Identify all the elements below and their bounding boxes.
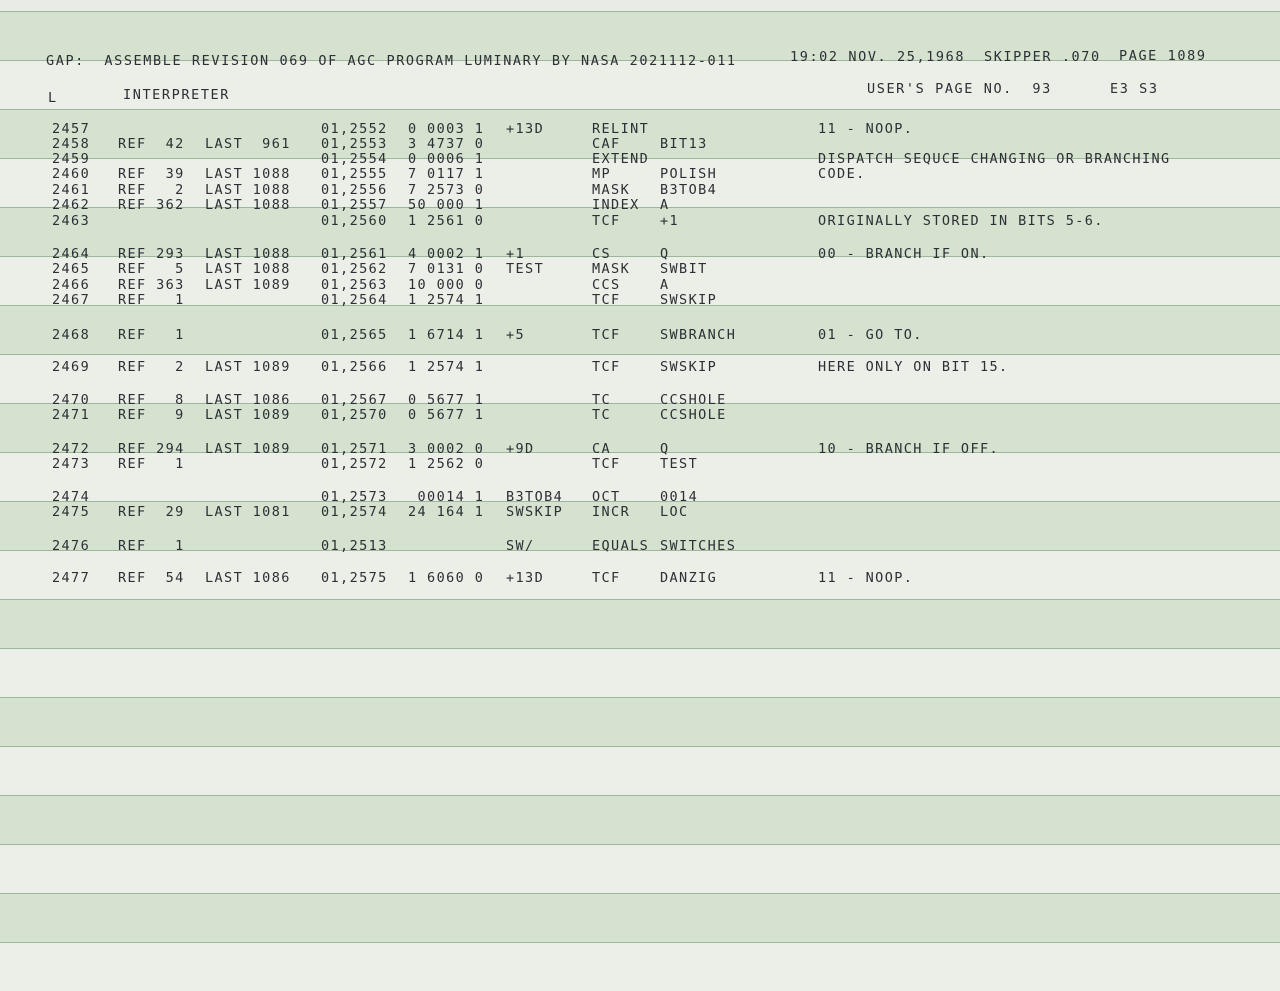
listing-row (0, 570, 1280, 586)
row-line-number: 2465 (52, 261, 91, 277)
listing-row (0, 121, 1280, 137)
row-opcode: TCF (592, 327, 621, 343)
row-octal-word: 1 2562 0 (408, 456, 485, 472)
row-line-number: 2457 (52, 121, 91, 137)
row-octal-word: 0 5677 1 (408, 392, 485, 408)
listing-row (0, 359, 1280, 375)
row-line-number: 2473 (52, 456, 91, 472)
listing-row (0, 182, 1280, 198)
row-operand: CCSHOLE (660, 407, 727, 423)
row-ref-count: REF 54 (118, 570, 185, 586)
users-page-number: USER'S PAGE NO. 93 (867, 81, 1052, 97)
row-ref-count: REF 42 (118, 136, 185, 152)
row-ref-count: REF 29 (118, 504, 185, 520)
row-opcode: TCF (592, 213, 621, 229)
row-last-page: LAST 1089 (205, 359, 291, 375)
row-opcode: TCF (592, 456, 621, 472)
row-ref-count: REF 293 (118, 246, 185, 262)
row-address: 01,2566 (321, 359, 388, 375)
paper-band (0, 893, 1280, 942)
row-ref-count: REF 9 (118, 407, 185, 423)
row-symbol-label: SW/ (506, 538, 535, 554)
row-line-number: 2469 (52, 359, 91, 375)
paper-band (0, 697, 1280, 746)
row-address: 01,2564 (321, 292, 388, 308)
row-last-page: LAST 1086 (205, 392, 291, 408)
row-address: 01,2565 (321, 327, 388, 343)
row-address: 01,2556 (321, 182, 388, 198)
row-line-number: 2464 (52, 246, 91, 262)
row-opcode: CAF (592, 136, 621, 152)
row-last-page: LAST 1088 (205, 197, 291, 213)
row-octal-word: 7 0117 1 (408, 166, 485, 182)
listing-row (0, 327, 1280, 343)
row-line-number: 2466 (52, 277, 91, 293)
section-name: INTERPRETER (123, 87, 231, 103)
row-operand: A (660, 197, 670, 213)
row-opcode: INCR (592, 504, 631, 520)
row-operand: 0014 (660, 489, 699, 505)
row-address: 01,2567 (321, 392, 388, 408)
row-address: 01,2553 (321, 136, 388, 152)
row-opcode: EXTEND (592, 151, 650, 167)
row-last-page: LAST 1089 (205, 407, 291, 423)
row-octal-word: 0 0003 1 (408, 121, 485, 137)
row-operand: Q (660, 246, 670, 262)
row-opcode: OCT (592, 489, 621, 505)
row-line-number: 2476 (52, 538, 91, 554)
row-octal-word: 1 2574 1 (408, 359, 485, 375)
row-opcode: TCF (592, 570, 621, 586)
row-comment: 01 - GO TO. (818, 327, 923, 343)
row-symbol-label: B3TOB4 (506, 489, 564, 505)
page-codes: E3 S3 (1110, 81, 1159, 97)
row-address: 01,2571 (321, 441, 388, 457)
row-opcode: TCF (592, 292, 621, 308)
listing-row (0, 456, 1280, 472)
row-line-number: 2460 (52, 166, 91, 182)
paper-band (0, 648, 1280, 697)
row-operand: Q (660, 441, 670, 457)
row-address: 01,2561 (321, 246, 388, 262)
row-ref-count: REF 294 (118, 441, 185, 457)
row-line-number: 2471 (52, 407, 91, 423)
listing-row (0, 538, 1280, 554)
row-line-number: 2463 (52, 213, 91, 229)
row-line-number: 2467 (52, 292, 91, 308)
row-address: 01,2555 (321, 166, 388, 182)
row-octal-word: 7 0131 0 (408, 261, 485, 277)
row-last-page: LAST 1088 (205, 166, 291, 182)
row-ref-count: REF 2 (118, 182, 185, 198)
listing-row (0, 392, 1280, 408)
row-comment: ORIGINALLY STORED IN BITS 5-6. (818, 213, 1104, 229)
listing-row (0, 292, 1280, 308)
row-octal-word: 1 2574 1 (408, 292, 485, 308)
row-symbol-label: +1 (506, 246, 526, 262)
row-last-page: LAST 1089 (205, 277, 291, 293)
row-last-page: LAST 1081 (205, 504, 291, 520)
page-number: PAGE 1089 (1119, 48, 1207, 64)
row-opcode: CA (592, 441, 612, 457)
row-octal-word: 1 6714 1 (408, 327, 485, 343)
row-ref-count: REF 362 (118, 197, 185, 213)
row-octal-word: 24 164 1 (408, 504, 485, 520)
row-last-page: LAST 1086 (205, 570, 291, 586)
listing-row (0, 166, 1280, 182)
row-line-number: 2470 (52, 392, 91, 408)
row-line-number: 2461 (52, 182, 91, 198)
row-octal-word: 10 000 0 (408, 277, 485, 293)
row-comment: 11 - NOOP. (818, 121, 914, 137)
row-operand: DANZIG (660, 570, 718, 586)
row-ref-count: REF 1 (118, 292, 185, 308)
listing-row (0, 197, 1280, 213)
row-line-number: 2477 (52, 570, 91, 586)
row-ref-count: REF 8 (118, 392, 185, 408)
row-opcode: CCS (592, 277, 621, 293)
row-octal-word: 0 0006 1 (408, 151, 485, 167)
row-opcode: RELINT (592, 121, 650, 137)
row-operand: POLISH (660, 166, 718, 182)
row-ref-count: REF 363 (118, 277, 185, 293)
row-opcode: MP (592, 166, 612, 182)
listing-row (0, 261, 1280, 277)
row-comment: 11 - NOOP. (818, 570, 914, 586)
row-address: 01,2573 (321, 489, 388, 505)
row-symbol-label: SWSKIP (506, 504, 564, 520)
row-operand: BIT13 (660, 136, 708, 152)
row-opcode: EQUALS (592, 538, 650, 554)
row-operand: LOC (660, 504, 689, 520)
row-last-page: LAST 961 (205, 136, 291, 152)
row-address: 01,2570 (321, 407, 388, 423)
paper-band (0, 599, 1280, 648)
assembly-header-title: GAP: ASSEMBLE REVISION 069 OF AGC PROGRAM LUMINARY BY NASA 2021112-011 (46, 53, 737, 69)
row-line-number: 2475 (52, 504, 91, 520)
row-address: 01,2572 (321, 456, 388, 472)
row-operand: CCSHOLE (660, 392, 727, 408)
listing-row (0, 441, 1280, 457)
listing-left-label: L (48, 90, 58, 106)
row-ref-count: REF 39 (118, 166, 185, 182)
row-octal-word: 3 0002 0 (408, 441, 485, 457)
row-comment: 00 - BRANCH IF ON. (818, 246, 990, 262)
row-comment: 10 - BRANCH IF OFF. (818, 441, 1000, 457)
paper-band (0, 942, 1280, 991)
row-operand: SWSKIP (660, 359, 718, 375)
row-octal-word: 50 000 1 (408, 197, 485, 213)
row-opcode: INDEX (592, 197, 640, 213)
row-address: 01,2552 (321, 121, 388, 137)
listing-row (0, 246, 1280, 262)
paper-band (0, 844, 1280, 893)
listing-row (0, 136, 1280, 152)
listing-row (0, 151, 1280, 167)
listing-row (0, 489, 1280, 505)
row-symbol-label: +9D (506, 441, 535, 457)
row-ref-count: REF 5 (118, 261, 185, 277)
row-address: 01,2563 (321, 277, 388, 293)
row-ref-count: REF 2 (118, 359, 185, 375)
row-address: 01,2575 (321, 570, 388, 586)
row-last-page: LAST 1088 (205, 246, 291, 262)
row-operand: B3TOB4 (660, 182, 718, 198)
row-address: 01,2574 (321, 504, 388, 520)
row-octal-word: 00014 1 (408, 489, 485, 505)
row-comment: HERE ONLY ON BIT 15. (818, 359, 1009, 375)
row-address: 01,2554 (321, 151, 388, 167)
row-address: 01,2513 (321, 538, 388, 554)
row-operand: +1 (660, 213, 680, 229)
row-line-number: 2474 (52, 489, 91, 505)
row-octal-word: 1 2561 0 (408, 213, 485, 229)
row-symbol-label: TEST (506, 261, 545, 277)
skipper-version: SKIPPER .070 (984, 49, 1101, 65)
row-opcode: CS (592, 246, 612, 262)
row-last-page: LAST 1089 (205, 441, 291, 457)
row-operand: SWBRANCH (660, 327, 737, 343)
listing-row (0, 504, 1280, 520)
listing-row (0, 277, 1280, 293)
row-symbol-label: +5 (506, 327, 526, 343)
row-comment: DISPATCH SEQUCE CHANGING OR BRANCHING (818, 151, 1171, 167)
paper-band (0, 795, 1280, 844)
row-line-number: 2459 (52, 151, 91, 167)
listing-row (0, 407, 1280, 423)
row-operand: A (660, 277, 670, 293)
row-line-number: 2462 (52, 197, 91, 213)
paper-band (0, 746, 1280, 795)
row-opcode: TC (592, 392, 612, 408)
row-octal-word: 1 6060 0 (408, 570, 485, 586)
row-last-page: LAST 1088 (205, 182, 291, 198)
row-opcode: MASK (592, 261, 631, 277)
row-symbol-label: +13D (506, 570, 545, 586)
row-ref-count: REF 1 (118, 538, 185, 554)
row-line-number: 2468 (52, 327, 91, 343)
row-line-number: 2458 (52, 136, 91, 152)
row-octal-word: 0 5677 1 (408, 407, 485, 423)
row-ref-count: REF 1 (118, 327, 185, 343)
row-operand: SWBIT (660, 261, 708, 277)
listing-row (0, 213, 1280, 229)
row-opcode: TCF (592, 359, 621, 375)
row-ref-count: REF 1 (118, 456, 185, 472)
row-opcode: TC (592, 407, 612, 423)
row-address: 01,2562 (321, 261, 388, 277)
assembly-timestamp: 19:02 NOV. 25,1968 (790, 49, 966, 65)
row-octal-word: 4 0002 1 (408, 246, 485, 262)
row-address: 01,2560 (321, 213, 388, 229)
row-address: 01,2557 (321, 197, 388, 213)
row-symbol-label: +13D (506, 121, 545, 137)
row-operand: SWSKIP (660, 292, 718, 308)
row-line-number: 2472 (52, 441, 91, 457)
row-last-page: LAST 1088 (205, 261, 291, 277)
row-octal-word: 3 4737 0 (408, 136, 485, 152)
row-comment: CODE. (818, 166, 866, 182)
row-octal-word: 7 2573 0 (408, 182, 485, 198)
row-opcode: MASK (592, 182, 631, 198)
row-operand: SWITCHES (660, 538, 737, 554)
row-operand: TEST (660, 456, 699, 472)
